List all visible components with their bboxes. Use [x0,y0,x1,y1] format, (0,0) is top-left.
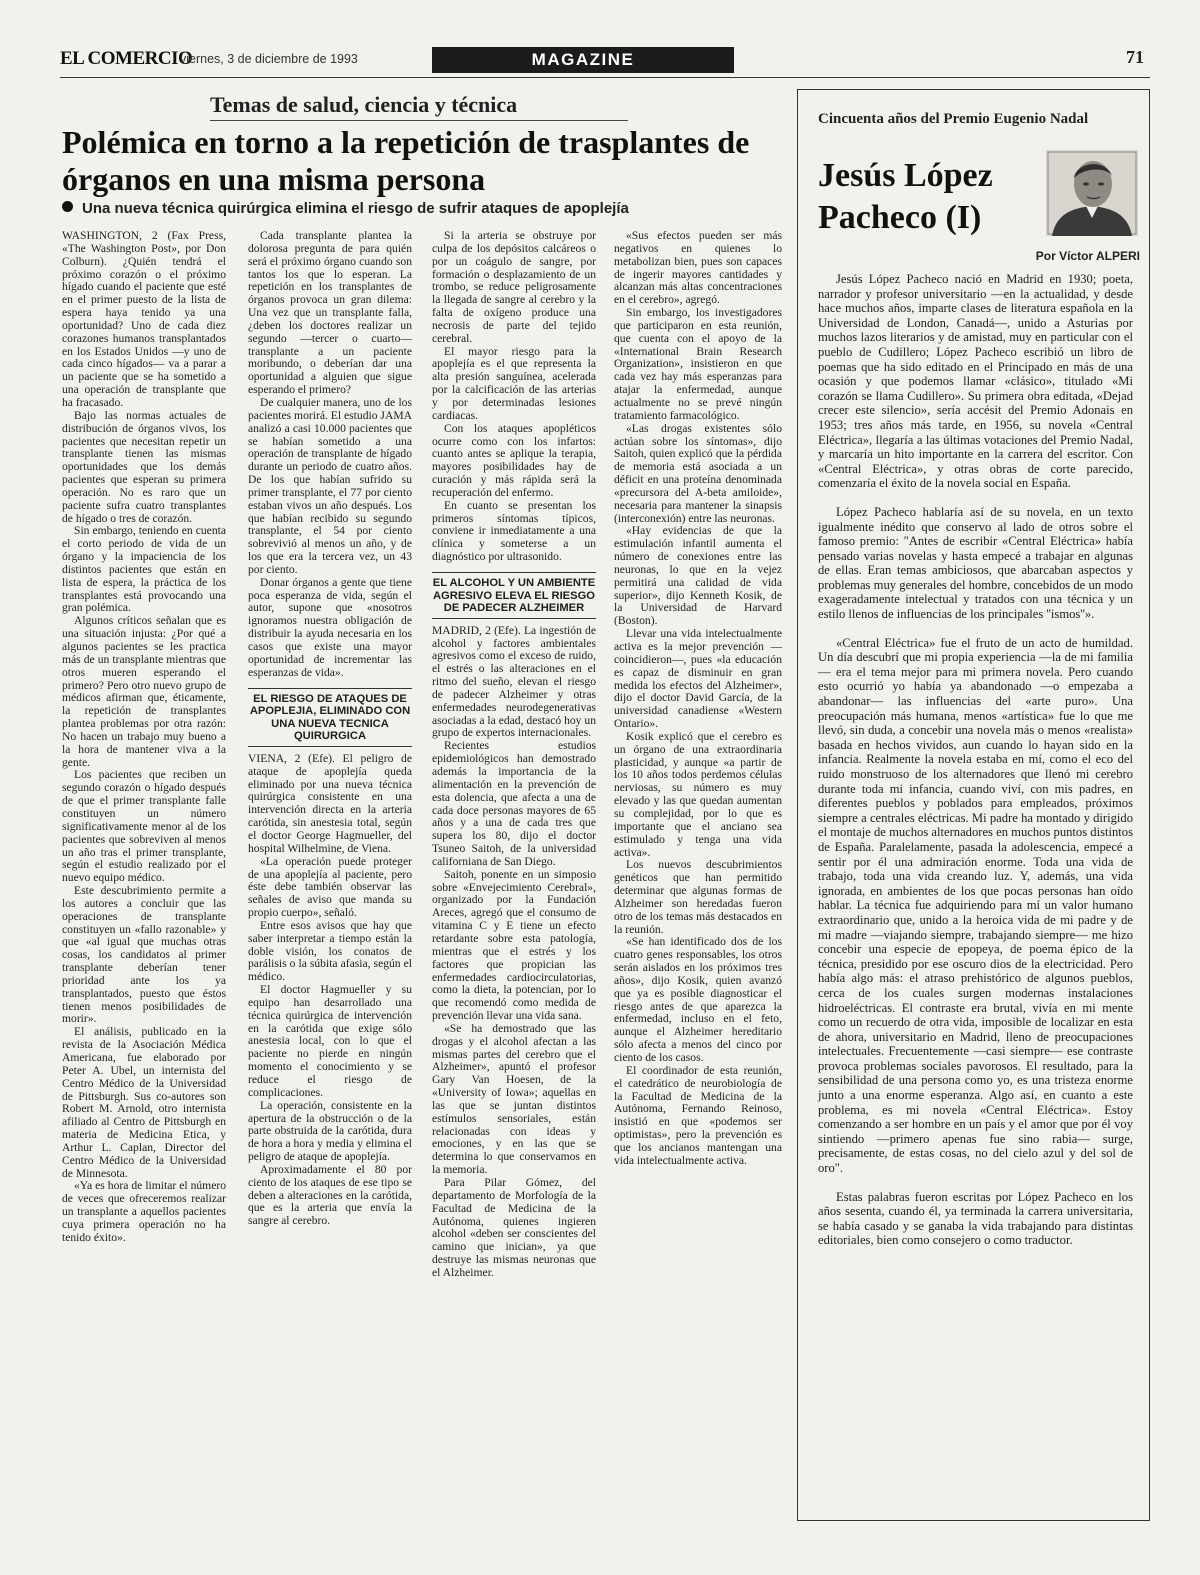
article-headline: Polémica en torno a la repetición de trasplantes de órganos en una misma persona [62,124,750,197]
paragraph: Si la arteria se obstruye por culpa de los depósitos calcáreos o por un coágulo de sangre, por formación o desplazamiento de un trombo, se reduce peligrosamente la llegada de sangre al cerebro y la falta de oxígeno produce una necrosis de parte del tejido cerebral. [432,229,596,345]
sidebar-headline: Jesús López Pacheco (I) [818,157,993,236]
paragraph: Jesús López Pacheco nació en Madrid en 1930; poeta, narrador y profesor universitario —en la actualidad, y desde hace muchos años, imparte clases de literatura española en la Universidad de London, Canadá—, unido a Asturias por muchos lazos literarios y de amistad, muy en particular con el pueblo de Cudillero; López Pacheco escribió un libro de poemas que ha sido editado en el Principado en más de una ocasión y que podemos llamar «clásico», titulado «Mi corazón se llama Cudillero». Su primera obra editada, «Dejad crecer este silencio», sería accésit del Premio Adonais en 1953; tres años más tarde, en 1956, su novela «Central Eléctrica», llegaría a las últimas votaciones del Premio Nadal, y marcaría un hito importante en la carrera del escritor. Con «Central Eléctrica», y otras obras de corte parecido, comenzaría el éxito de la novela social en España. [818,272,1133,491]
paragraph: Estas palabras fueron escritas por López Pacheco en los años sesenta, cuando él, ya terminada la carrera universitaria, se había casado y se ganaba la vida trabajando para distintas editoriales, bien como consejero o como traductor. [818,1189,1133,1248]
paragraph: Sin embargo, los investigadores que participaron en esta reunión, que cuenta con el apoyo de la «International Brain Research Organization», insistieron en que cada vez hay más esperanzas para atajar la enfermedad, aunque actualmente no se prevé ningún tratamiento farmacológico. [614,306,782,422]
page-header [60,47,1150,77]
paragraph: En cuanto se presentan los primeros síntomas típicos, conviene ir inmediatamente a una clínica y someterse a un diagnóstico por ultrasonido. [432,498,596,564]
page-number: 71 [1126,47,1144,67]
paragraph: «Las drogas existentes sólo actúan sobre los síntomas», dijo Saitoh, quien explicó que la pérdida de memoria está asociada a un déficit en una proteína denominada «precursora del A-beta amiloide», necesaria para mantener la sinapsis (interconexión) entre las neuronas. [614,421,782,525]
paragraph: Este descubrimiento permite a los autores a concluir que las operaciones de transplante constituyen un «fallo razonable» y que «al igual que muchas otras cosas, los candidatos al primer transplante deberían tener prioridad ante los ya transplantados, puesto que éstos tienen menos posibilidades de morir». [62,884,226,1026]
sidebar-kicker: Cincuenta años del Premio Eugenio Nadal [818,111,1089,127]
paragraph: Los pacientes que reciben un segundo corazón o hígado después de que el primer transplante falle constituyen un número significativamente menor al de los pacientes que sobreviven al menos un año tras el primer transplante, según el estudio realizado por el nuevo equipo médico. [62,768,226,885]
paragraph: El análisis, publicado en la revista de la Asociación Médica Americana, fue elaborado por Peter A. Ubel, un internista del Centro Médico de la Universidad de Pittsburgh. Sus co-autores son Robert M. Arnold, otro internista afiliado al Centro de Pittsburgh en materia de Medicina Etica, y Arthur L. Caplan, Director del Centro Médico de la Universidad de Minnesota. [62,1025,226,1180]
byline: Por Víctor ALPERI [1035,249,1140,263]
article-subhead [62,200,782,217]
paragraph: Para Pilar Gómez, del departamento de Morfología de la Facultad de Medicina de la Autónoma, quienes ingieren alcohol «deben ser conscientes del camino que inician», ya que destruye las mismas neuronas que el Alzheimer. [432,1176,596,1279]
paragraph: Entre esos avisos que hay que saber interpretar a tiempo están la doble visión, los conatos de parálisis o la súbita afasia, según el médico. [248,918,412,984]
article-column-4 [614,230,782,1168]
article-column-1 [62,230,226,1245]
paragraph: El coordinador de esta reunión, el catedrático de neurobiología de la Facultad de Medicina de la Autónoma, Fernando Reinoso, insistió en que «podemos ser optimistas», pero la prevención es que los ancianos mantengan una vida intelectualmente activa. [614,1063,782,1167]
article-column-3 [432,230,596,1280]
paragraph: «Se han identificado dos de los cuatro genes responsables, los otros serán aislados en los próximos tres años», dijo Kosik, quien avanzó que ya es posible diagnosticar el riesgo antes de que aparezca la enfermedad, incluso en el feto, aunque el Alzheimer hereditario sólo afecta a menos del cinco por ciento de los casos. [614,935,782,1064]
bullet-icon [62,201,73,212]
paragraph: «Se ha demostrado que las drogas y el alcohol afectan a las mismas partes del cerebro que el Alzheimer», apuntó el profesor Gary Van Hoesen, de la «University of Iowa»; aquellas en las que se juntan distintos estímulos sensoriales, están relacionadas con ideas y emociones, y en las que se determina lo que conservamos en la memoria. [432,1021,596,1177]
paragraph: MADRID, 2 (Efe). La ingestión de alcohol y factores ambientales agresivos como el exceso de ruido, el estrés o las alteraciones en el ritmo del sueño, elevan el riesgo de padecer Alzheimer y otras enfermedades neurodegenerativas asociadas a la edad, destacó hoy un grupo de expertos internacionales. [432,623,596,740]
article-column-2 [248,230,412,1228]
paragraph: López Pacheco hablaría así de su novela, en un texto igualmente inédito que conservo al lado de otros sobre el famoso premio: "Antes de escribir «Central Eléctrica» había pensado varias novelas y hasta empecé a trabajar en algunas de ellas. Eran temas ambiciosos, que abarcaban aspectos y problemas muy generales del hombre, concebidos de un modo exageradamente intelectual y tratados con una técnica y un estilo llenos de influencias de los principales ''ismos''». [818,504,1133,622]
paragraph: «La operación puede proteger de una apoplejía al paciente, pero éste debe también observar las señales de aviso que manda su propio cuerpo», señaló. [248,854,412,920]
paragraph: «Ya es hora de limitar el número de veces que ofreceremos realizar un transplante a aquellos pacientes cuya primera operación no ha tenido éxito». [62,1179,226,1244]
box-alzheimer-heading: EL ALCOHOL Y UN AMBIENTE AGRESIVO ELEVA EL RIESGO DE PADECER ALZHEIMER [432,572,596,619]
kicker-rule [210,120,628,121]
paragraph: Aproximadamente el 80 por ciento de los ataques de ese tipo se deben a alteraciones en la carótida, que es la arteria que envía la sangre al cerebro. [248,1162,412,1228]
paragraph: «Central Eléctrica» fue el fruto de un acto de humildad. Un día descubrí que mi propia experiencia —la de mi familia— era el tema mejor para mi primera novela. Pero cuando esto ocurrió yo había ya abandonado —o empezaba a abandonar— las influencias del «arte puro». Una preocupación más humana, menos «artística» fue lo que me llevó, sin duda, a concebir una novela más o menos «realista» basada en hechos vividos, aun cuando lo hayan sido en la infancia. Realmente la novela estaba en mí, como el eco del ruido monstruoso de los alternadores que llenó mi cerebro durante toda mi infancia, cuando viví, con mis padres, en diferentes pueblos y poblados para empleados, próximos siempre a centrales eléctricas. Mi padre ha montado y dirigido el montaje de muchos alternadores en muchos puntos distintos de España. Paralelamente, pasada la adolescencia, empecé a sentir por él una admiración enorme. Toda una vida de trabajo, toda una vida creando luz. Y, además, una vida ignorada, en ambientes de los que pocas personas han oído hablar. La técnica fue adquiriendo para mí un valor humano extraordinario que, unido a la heroica vida de mi padre y de mi madre —viajando siempre, trabajando siempre— me hizo concebir una especie de epopeya, de poema épico de la técnica, presidido por ese oscuro dios de la electricidad. Pero había algo más: el atraso prehistórico de algunos pueblos, cerca de los cuales surgen modernas instalaciones hidroeléctricas. El contraste era brutal, vivía en mi mente como un recuerdo de otra vida, imposible de localizar en esta de ahora, universitario en Madrid, lleno de preocupaciones intelectuales. Frecuentemente —casi siempre— ese contraste provoca problemas sociales pavorosos. El resultado, para la sensibilidad de una persona como yo, es una tristeza enorme junto a una enorme esperanza. Algo así, en cuanto a este problema, es mi novela «Central Eléctrica». Estoy comenzando a ser hombre en un país y el amor que por él voy sintiendo —primero apenas fue sino rabia— surge, precisamente, de estas cosas, no del cielo azul y del sol de oro". [818,635,1133,1176]
paragraph: Sin embargo, teniendo en cuenta el corto periodo de vida de un órgano y la impaciencia de los distintos pacientes que están en lista de espera, la práctica de los transplantes está provocando una gran polémica. [62,524,226,615]
box-apoplejia-heading: EL RIESGO DE ATAQUES DE APOPLEJIA, ELIMINADO CON UNA NUEVA TECNICA QUIRURGICA [248,688,412,747]
author-portrait-photo [1046,150,1138,236]
paragraph: Bajo las normas actuales de distribución de órganos vivos, los pacientes que necesitan repetir un transplante tienen las mismas oportunidades que los demás pacientes que esperan su primera operación. No es raro que un paciente sufra cuatro transplantes de hígado o tres de corazón. [62,408,226,525]
paragraph: Llevar una vida intelectualmente activa es la mejor prevención —coincidieron—, pues «la educación es capaz de disminuir en gran medida los efectos del Alzheimer», dijo el doctor David García, de la universidad canadiense «Western Ontario». [614,627,782,731]
sidebar-body [818,272,1133,1262]
newspaper-logo: EL COMERCIO [60,48,193,69]
paragraph: Los nuevos descubrimientos genéticos que han permitido determinar que algunas formas de Alzheimer son heredadas fueron otro de los temas más destacados en la reunión. [614,858,782,936]
paragraph: Algunos críticos señalan que es una situación injusta: ¿Por qué a algunos pacientes se les practica más de un transplante mientras que otros mueren esperando el primero? Pero otro nuevo grupo de médicos afirman que, éticamente, la repetición de transplantes plantea problemas por otra razón: No hacen un trabajo muy bueno a la hora de mantener viva a la gente. [62,614,226,769]
paragraph: El mayor riesgo para la apoplejía es el que representa la alta presión sanguínea, acelerada por la calcificación de las arterias y por determinadas lesiones cardiacas. [432,344,596,422]
issue-date: viernes, 3 de diciembre de 1993 [180,52,358,66]
paragraph: VIENA, 2 (Efe). El peligro de ataque de apoplejía queda eliminado por una nueva técnica quirúrgica consistente en una intervención directa en la arteria carótida, sin anestesia total, según el doctor George Hagmueller, del hospital Wilhelmine, de Viena. [248,751,412,855]
paragraph: El doctor Hagmueller y su equipo han desarrollado una técnica quirúrgica de intervención en la carótida que exige sólo anestesia local, con lo que el paciente no pierde en ningún momento el conocimiento y se reduce el riesgo de complicaciones. [248,983,412,1099]
paragraph: Recientes estudios epidemiológicos han demostrado además la importancia de la alimentación en la prevención de esta dolencia, que afecta a una de cada doce personas mayores de 65 años y a una de cada tres que supera los 80, dijo el doctor Tsuneo Saitoh, de la universidad californiana de San Diego. [432,739,596,868]
paragraph: Con los ataques apopléticos ocurre como con los infartos: cuanto antes se aplique la terapia, mayores posibilidades hay de curación y más rápida será la recuperación del enfermo. [432,421,596,499]
section-title: MAGAZINE [432,47,734,73]
paragraph: WASHINGTON, 2 (Fax Press, «The Washington Post», por Don Colburn). ¿Quién tendrá el próximo corazón o el próximo hígado cuando el paciente que esté en el primer puesto de la lista de espera haya tenido ya una oportunidad? Uno de cada diez corazones humanos transplantados en los Estados Unidos —y uno de cada cinco hígados— va a parar a un paciente que se ha sometido a una operación de transplante que ha fracasado. [62,229,226,409]
paragraph: «Sus efectos pueden ser más negativos en quienes lo metabolizan bien, pues son capaces de ingerir mayores cantidades y alcanzan más altas concentraciones en el cerebro», agregó. [614,229,782,307]
header-rule [60,77,1150,78]
paragraph: La operación, consistente en la apertura de la obstrucción o de la parte obstruida de la carótida, dura de hora a hora y media y elimina el peligro de ataque de apoplejía. [248,1098,412,1164]
article-kicker: Temas de salud, ciencia y técnica [210,92,518,117]
paragraph: Donar órganos a gente que tiene poca esperanza de vida, según el autor, supone que «nosotros ignoramos nuestra obligación de distribuir la ayuda necesaria en los casos que existe una mayor oportunidad de incrementar las esperanzas de vida». [248,575,412,679]
subhead-text: Una nueva técnica quirúrgica elimina el riesgo de sufrir ataques de apoplejía [82,200,629,217]
paragraph: Cada transplante plantea la dolorosa pregunta de para quién será el próximo órgano cuando son tantos los que lo esperan. La repetición en los transplantes de órganos provoca un gran dilema: Una vez que un transplante falla, ¿deben los doctores realizar un segundo —tercer o cuarto— transplante a un paciente moribundo, o deberían dar una oportunidad a alguien que sigue esperando el primero? [248,229,412,397]
paragraph: «Hay evidencias de que la estimulación infantil aumenta el número de conexiones entre las neuronas, lo que en la vejez permitirá una calidad de vida superior», dijo Kenneth Kosik, de la Universidad de Harvard (Boston). [614,524,782,628]
paragraph: De cualquier manera, uno de los pacientes morirá. El estudio JAMA analizó a casi 10.000 pacientes que se habían sometido a una operación de transplante de hígado durante un periodo de cuatro años. De los que habían sufrido su primer transplante, el 77 por ciento estaban vivos un año después. Los que habían recibido su segundo transplante, el 54 por ciento sobrevivió al menos un año, y de los que era la tercera vez, un 43 por ciento. [248,395,412,576]
paragraph: Saitoh, ponente en un simposio sobre «Envejecimiento Cerebral», organizado por la Fundación Areces, agregó que el consumo de vitamina C y E tiene un efecto retardante sobre esta patología, mientras que el estrés y los factores que propician las enfermedades cardiocirculatorias, como la dieta, la potencian, por lo que recomendó como medida de prevención llevar una vida sana. [432,867,596,1023]
paragraph: Kosik explicó que el cerebro es un órgano de una extraordinaria plasticidad, y aunque «a partir de los 10 años todos perdemos células nerviosas, su número es muy elevado y las que quedan aumentan su complejidad, por lo que es importante que el anciano sea estimulado y tenga una vida activa». [614,729,782,859]
